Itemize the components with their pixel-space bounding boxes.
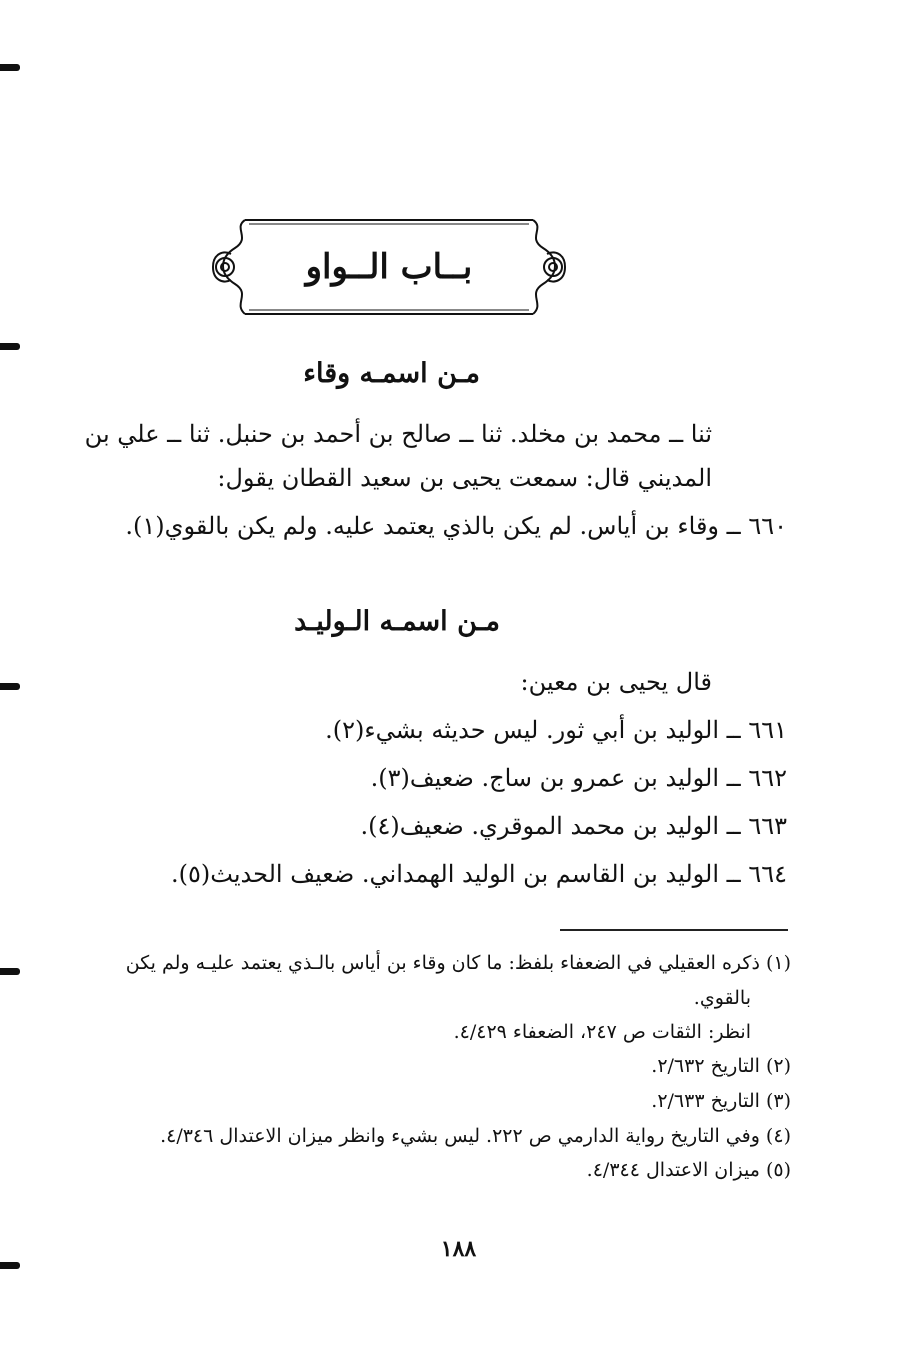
entry-line: ٦٦٣ ــ الوليد بن محمد الموقري. ضعيف(٤).: [360, 812, 787, 840]
section-heading-wiqa: مـن اسمـه وقاء: [303, 358, 480, 389]
text-line: المديني قال: سمعت يحيى بن سعيد القطان يقول:: [217, 464, 712, 492]
text-line: ثنا ــ محمد بن مخلد. ثنا ــ صالح بن أحمد بن حنبل. ثنا ــ علي بن: [84, 420, 712, 448]
section-heading-walid: مـن اسمـه الـوليـد: [294, 606, 500, 637]
entry-line: ٦٦٢ ــ الوليد بن عمرو بن ساج. ضعيف(٣).: [370, 764, 787, 792]
footnote: انظر: الثقات ص ٢٤٧، الضعفاء ٤/٤٢٩.: [453, 1021, 751, 1043]
chapter-title-frame: [205, 214, 573, 316]
edge-mark: [0, 683, 20, 690]
chapter-title: بــاب الــواو: [305, 247, 473, 287]
edge-mark: [0, 968, 20, 975]
footnote-rule: [560, 929, 788, 931]
footnote: (٢) التاريخ ٢/٦٣٢.: [651, 1055, 791, 1077]
footnote: (٣) التاريخ ٢/٦٣٣.: [651, 1090, 791, 1112]
edge-mark: [0, 343, 20, 350]
entry-line: ٦٦١ ــ الوليد بن أبي ثور. ليس حديثه بشيء(٢).: [325, 716, 787, 744]
footnote: بالقوي.: [693, 987, 751, 1009]
footnote: (٥) ميزان الاعتدال ٤/٣٤٤.: [586, 1159, 791, 1181]
page-number: ١٨٨: [440, 1236, 477, 1262]
edge-mark: [0, 64, 20, 71]
edge-mark: [0, 1262, 20, 1269]
footnote: (١) ذكره العقيلي في الضعفاء بلفظ: ما كان وقاء بن أياس بالـذي يعتمد عليـه ولم يكن: [125, 952, 791, 974]
entry-line: ٦٦٤ ــ الوليد بن القاسم بن الوليد الهمداني. ضعيف الحديث(٥).: [171, 860, 787, 888]
footnote: (٤) وفي التاريخ رواية الدارمي ص ٢٢٢. ليس بشيء وانظر ميزان الاعتدال ٤/٣٤٦.: [160, 1125, 791, 1147]
text-line: قال يحيى بن معين:: [520, 668, 712, 696]
entry-line: ٦٦٠ ــ وقاء بن أياس. لم يكن بالذي يعتمد عليه. ولم يكن بالقوي(١).: [125, 512, 787, 540]
